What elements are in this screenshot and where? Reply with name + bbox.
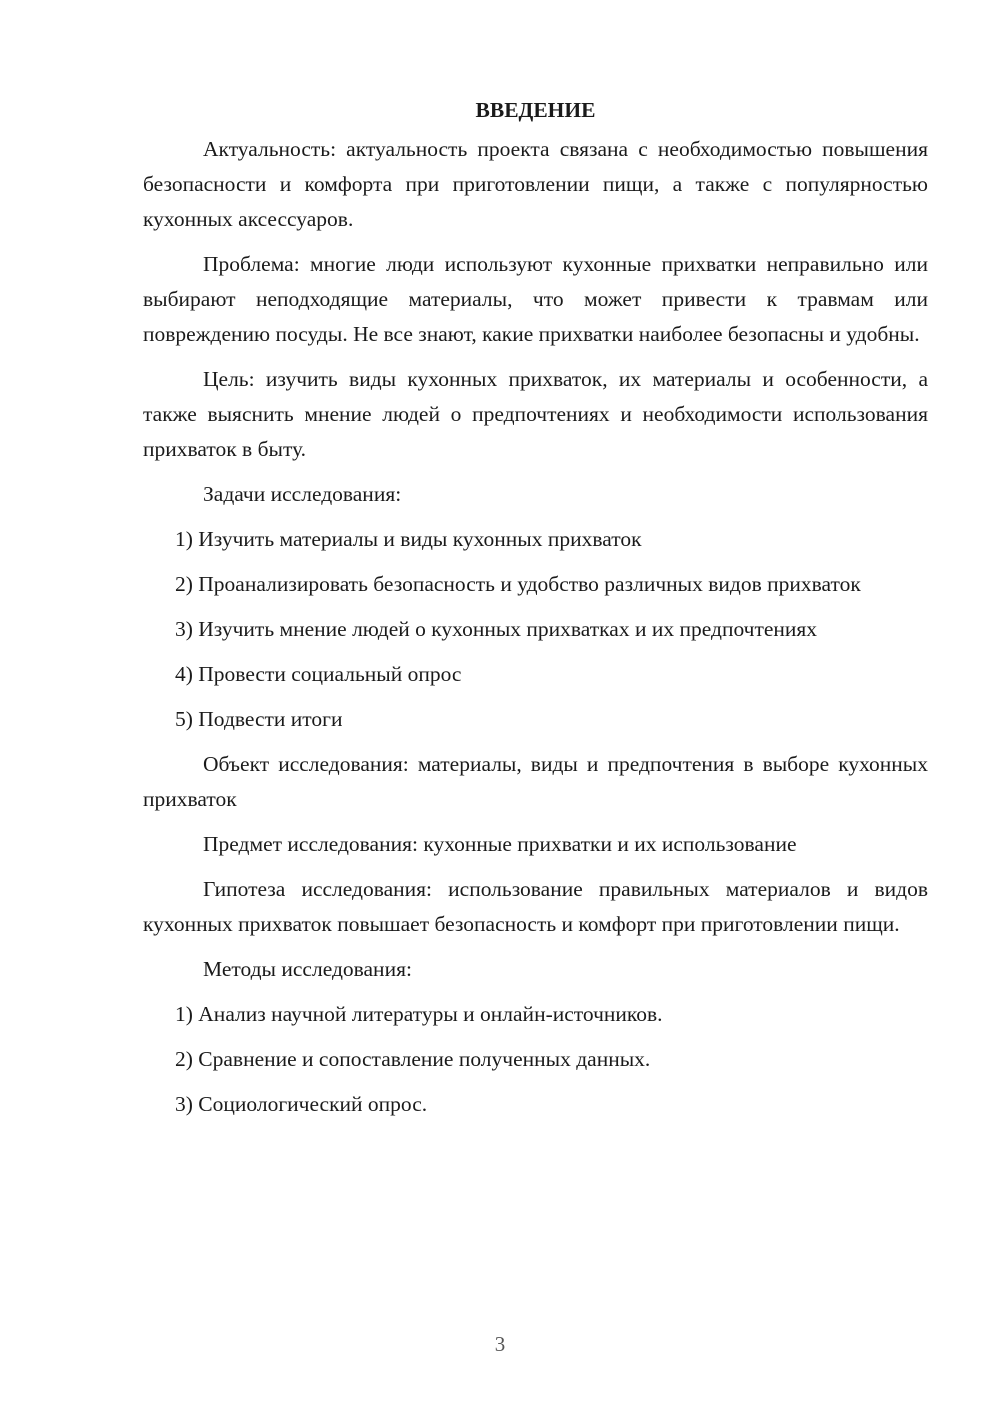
methods-heading: Методы исследования:	[203, 957, 412, 981]
document-page	[143, 92, 928, 1132]
task-item: 1) Изучить материалы и виды кухонных прихваток	[175, 527, 642, 551]
hypothesis-paragraph: Гипотеза исследования: использование правильных материалов и видов кухонных прихваток повышает безопасность и комфорт при приготовлении пищи.	[143, 877, 928, 936]
page-number: 3	[494, 1332, 506, 1356]
method-item: 2) Сравнение и сопоставление полученных данных.	[175, 1047, 651, 1071]
object-paragraph: Объект исследования: материалы, виды и предпочтения в выборе кухонных прихваток	[143, 752, 928, 811]
task-item: 5) Подвести итоги	[175, 707, 343, 731]
method-item: 3) Социологический опрос.	[175, 1092, 428, 1116]
goal-paragraph: Цель: изучить виды кухонных прихваток, их материалы и особенности, а также выяснить мнение людей о предпочтениях и необходимости использования прихваток в быту.	[143, 367, 928, 461]
tasks-heading: Задачи исследования:	[203, 482, 402, 506]
method-item: 1) Анализ научной литературы и онлайн-источников.	[175, 1002, 663, 1026]
subject-paragraph: Предмет исследования: кухонные прихватки и их использование	[203, 832, 797, 856]
task-item: 2) Проанализировать безопасность и удобство различных видов прихваток	[175, 572, 861, 596]
relevance-paragraph: Актуальность: актуальность проекта связана с необходимостью повышения безопасности и комфорта при приготовлении пищи, а также с популярностью кухонных аксессуаров.	[143, 137, 928, 231]
task-item: 4) Провести социальный опрос	[175, 662, 462, 686]
section-title: ВВЕДЕНИЕ	[475, 98, 596, 122]
problem-paragraph: Проблема: многие люди используют кухонные прихватки неправильно или выбирают неподходящие материалы, что может привести к травмам или повреждению посуды. Не все знают, какие прихватки наиболее безопасны и удобны.	[143, 252, 928, 346]
task-item: 3) Изучить мнение людей о кухонных прихватках и их предпочтениях	[175, 617, 818, 641]
